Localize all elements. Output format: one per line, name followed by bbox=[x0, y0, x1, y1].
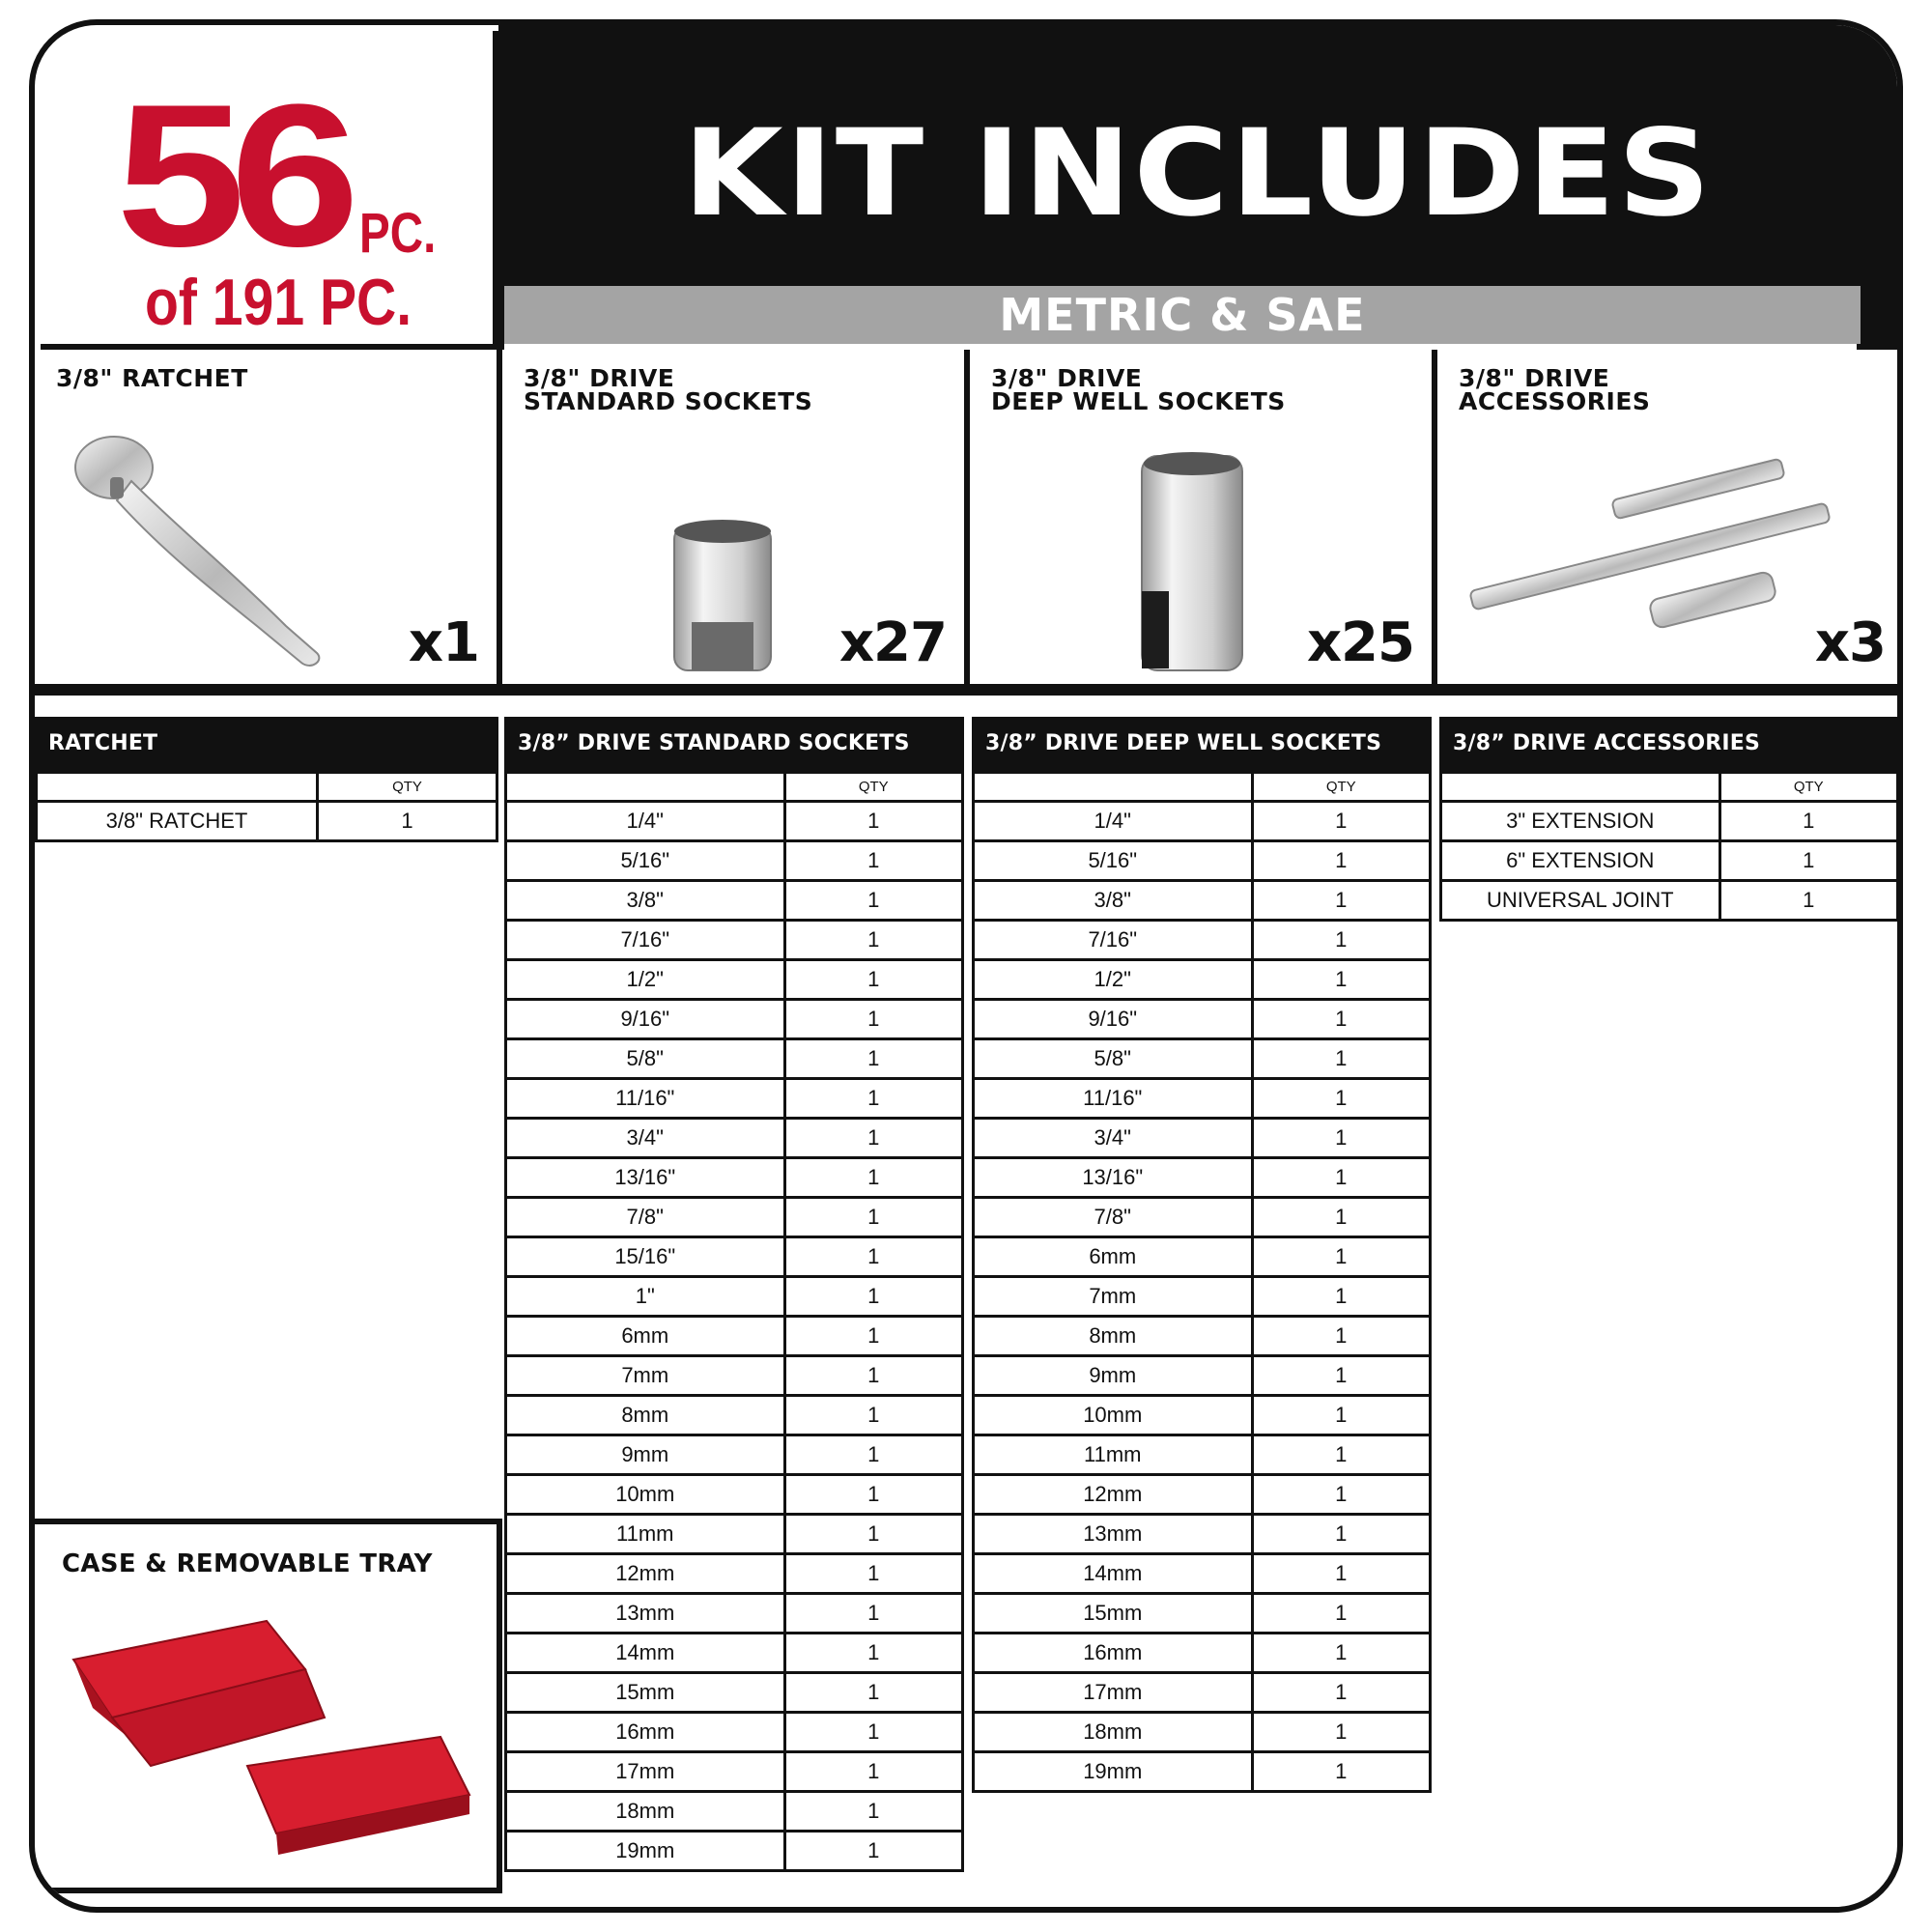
qty-header: QTY bbox=[317, 773, 497, 802]
qty-cell: 1 bbox=[784, 802, 962, 841]
table-row bbox=[974, 1000, 1431, 1039]
qty-cell: 1 bbox=[1252, 1594, 1430, 1634]
qty-cell: 1 bbox=[1719, 881, 1897, 921]
table-row bbox=[974, 1119, 1431, 1158]
qty-cell: 1 bbox=[1252, 1475, 1430, 1515]
size-cell: 5/8" bbox=[974, 1039, 1253, 1079]
size-cell: 18mm bbox=[974, 1713, 1253, 1752]
size-cell: 3/8" bbox=[974, 881, 1253, 921]
table-title: RATCHET bbox=[35, 717, 498, 771]
qty-cell: 1 bbox=[784, 1039, 962, 1079]
size-cell: 11mm bbox=[974, 1435, 1253, 1475]
table-row bbox=[974, 1713, 1431, 1752]
qty-cell: 1 bbox=[784, 1000, 962, 1039]
table-row bbox=[974, 1039, 1431, 1079]
panel-qty: x1 bbox=[408, 611, 479, 674]
size-cell: 10mm bbox=[506, 1475, 785, 1515]
size-cell: 7/16" bbox=[506, 921, 785, 960]
table-row bbox=[506, 1158, 963, 1198]
table-title: 3/8” DRIVE DEEP WELL SOCKETS bbox=[972, 717, 1432, 771]
panel-qty: x27 bbox=[838, 611, 947, 674]
qty-cell: 1 bbox=[1252, 1198, 1430, 1237]
size-cell: 14mm bbox=[506, 1634, 785, 1673]
table-row bbox=[974, 1594, 1431, 1634]
table-row bbox=[506, 1713, 963, 1752]
table-row bbox=[974, 1079, 1431, 1119]
table-row bbox=[506, 1277, 963, 1317]
panel-qty: x25 bbox=[1306, 611, 1414, 674]
size-cell: 12mm bbox=[506, 1554, 785, 1594]
page-title: KIT INCLUDES bbox=[682, 104, 1714, 243]
size-cell: 15mm bbox=[974, 1594, 1253, 1634]
table-row bbox=[974, 1317, 1431, 1356]
piece-count-box bbox=[41, 31, 498, 350]
qty-cell: 1 bbox=[784, 1554, 962, 1594]
size-cell: 7/8" bbox=[974, 1198, 1253, 1237]
qty-cell: 1 bbox=[1252, 1158, 1430, 1198]
qty-cell: 1 bbox=[784, 1079, 962, 1119]
table-row bbox=[506, 1198, 963, 1237]
panel-title: 3/8" DRIVE DEEP WELL SOCKETS bbox=[991, 364, 1286, 415]
qty-header: QTY bbox=[1719, 773, 1897, 802]
table-row bbox=[974, 921, 1431, 960]
qty-cell: 1 bbox=[1252, 802, 1430, 841]
table-row bbox=[974, 1237, 1431, 1277]
size-cell: 9mm bbox=[974, 1356, 1253, 1396]
qty-cell: 1 bbox=[784, 960, 962, 1000]
header-banner bbox=[498, 25, 1897, 274]
table-row bbox=[974, 1158, 1431, 1198]
size-cell: 11/16" bbox=[506, 1079, 785, 1119]
table-row bbox=[974, 1356, 1431, 1396]
qty-cell: 1 bbox=[1252, 1317, 1430, 1356]
qty-cell: 1 bbox=[784, 1752, 962, 1792]
size-cell: 1/4" bbox=[506, 802, 785, 841]
qty-cell: 1 bbox=[1252, 1237, 1430, 1277]
qty-cell: 1 bbox=[1252, 1752, 1430, 1792]
table-row bbox=[506, 1079, 963, 1119]
ratchet-icon bbox=[64, 423, 354, 674]
piece-count-unit: PC. bbox=[359, 202, 437, 265]
size-cell: 19mm bbox=[506, 1832, 785, 1871]
accessories-icon bbox=[1466, 450, 1853, 643]
table-row bbox=[506, 1634, 963, 1673]
table-row bbox=[506, 1000, 963, 1039]
size-cell: 1" bbox=[506, 1277, 785, 1317]
table-row bbox=[1441, 802, 1898, 841]
table-row bbox=[974, 1515, 1431, 1554]
qty-cell: 1 bbox=[1252, 1356, 1430, 1396]
table-row bbox=[506, 881, 963, 921]
qty-cell: 1 bbox=[784, 921, 962, 960]
table-deep-well-sockets bbox=[972, 717, 1432, 1793]
table-row bbox=[506, 1039, 963, 1079]
case-tray-icon bbox=[54, 1602, 479, 1882]
case-title: CASE & REMOVABLE TRAY bbox=[62, 1549, 433, 1578]
qty-cell: 1 bbox=[784, 1792, 962, 1832]
qty-cell: 1 bbox=[784, 1317, 962, 1356]
size-cell: 17mm bbox=[506, 1752, 785, 1792]
qty-header: QTY bbox=[784, 773, 962, 802]
qty-cell: 1 bbox=[784, 1119, 962, 1158]
qty-cell: 1 bbox=[1252, 1396, 1430, 1435]
size-cell: 13/16" bbox=[974, 1158, 1253, 1198]
table-row bbox=[506, 1356, 963, 1396]
qty-cell: 1 bbox=[784, 1515, 962, 1554]
table-accessories bbox=[1439, 717, 1899, 922]
table-row bbox=[506, 1594, 963, 1634]
panel-standard-sockets bbox=[502, 350, 970, 690]
size-cell: 11mm bbox=[506, 1515, 785, 1554]
table-row bbox=[506, 1554, 963, 1594]
panel-accessories bbox=[1437, 350, 1903, 690]
size-cell: 9mm bbox=[506, 1435, 785, 1475]
size-cell: 19mm bbox=[974, 1752, 1253, 1792]
qty-cell: 1 bbox=[1252, 1000, 1430, 1039]
size-cell: 6mm bbox=[974, 1237, 1253, 1277]
qty-cell: 1 bbox=[784, 1435, 962, 1475]
qty-cell: 1 bbox=[784, 1356, 962, 1396]
size-cell: 7mm bbox=[974, 1277, 1253, 1317]
table-row bbox=[974, 1554, 1431, 1594]
qty-cell: 1 bbox=[1252, 1713, 1430, 1752]
size-cell: 7mm bbox=[506, 1356, 785, 1396]
table-row bbox=[974, 1634, 1431, 1673]
size-cell: 7/8" bbox=[506, 1198, 785, 1237]
table-row: 3/8" RATCHET 1 bbox=[37, 802, 497, 841]
divider bbox=[35, 690, 1903, 699]
table-row bbox=[506, 1752, 963, 1792]
product-panels bbox=[35, 350, 1903, 690]
qty-cell: 1 bbox=[784, 1198, 962, 1237]
qty-cell: 1 bbox=[1252, 1079, 1430, 1119]
qty-cell: 1 bbox=[784, 1158, 962, 1198]
table-row bbox=[974, 1673, 1431, 1713]
table-standard-sockets bbox=[504, 717, 964, 1872]
qty-cell: 1 bbox=[1252, 1435, 1430, 1475]
qty-cell: 1 bbox=[784, 881, 962, 921]
table-row bbox=[974, 1198, 1431, 1237]
size-cell: 6" EXTENSION bbox=[1441, 841, 1720, 881]
size-cell: 5/16" bbox=[974, 841, 1253, 881]
table-row bbox=[974, 841, 1431, 881]
deep-socket-icon bbox=[1134, 446, 1250, 678]
table-row bbox=[974, 881, 1431, 921]
panel-title: 3/8" RATCHET bbox=[56, 364, 248, 392]
size-cell: 9/16" bbox=[506, 1000, 785, 1039]
size-cell: 6mm bbox=[506, 1317, 785, 1356]
size-cell: 1/2" bbox=[506, 960, 785, 1000]
size-cell: 15/16" bbox=[506, 1237, 785, 1277]
qty-cell: 1 bbox=[1252, 841, 1430, 881]
table-row bbox=[506, 1475, 963, 1515]
size-cell: 5/8" bbox=[506, 1039, 785, 1079]
table-row bbox=[974, 1752, 1431, 1792]
size-cell: 16mm bbox=[506, 1713, 785, 1752]
size-cell: UNIVERSAL JOINT bbox=[1441, 881, 1720, 921]
table-row bbox=[974, 802, 1431, 841]
size-cell: 3/4" bbox=[974, 1119, 1253, 1158]
table-row bbox=[506, 802, 963, 841]
kit-card bbox=[29, 19, 1903, 1913]
case-panel bbox=[35, 1519, 502, 1893]
qty-cell: 1 bbox=[784, 1396, 962, 1435]
standard-socket-icon bbox=[665, 516, 781, 680]
page-subtitle: METRIC & SAE bbox=[504, 286, 1861, 344]
table-row bbox=[506, 1237, 963, 1277]
panel-qty: x3 bbox=[1814, 611, 1886, 674]
qty-cell: 1 bbox=[784, 1277, 962, 1317]
qty-cell: 1 bbox=[1252, 1515, 1430, 1554]
panel-deep-well-sockets bbox=[970, 350, 1437, 690]
size-cell: 1/2" bbox=[974, 960, 1253, 1000]
size-cell: 3" EXTENSION bbox=[1441, 802, 1720, 841]
table-row bbox=[506, 921, 963, 960]
size-cell: 7/16" bbox=[974, 921, 1253, 960]
table-row bbox=[506, 1792, 963, 1832]
size-cell: 18mm bbox=[506, 1792, 785, 1832]
table-row bbox=[506, 1119, 963, 1158]
qty-cell: 1 bbox=[1252, 1277, 1430, 1317]
panel-ratchet bbox=[35, 350, 502, 690]
size-cell: 12mm bbox=[974, 1475, 1253, 1515]
size-cell: 3/8" bbox=[506, 881, 785, 921]
qty-cell: 1 bbox=[784, 1832, 962, 1871]
qty-cell: 1 bbox=[784, 1475, 962, 1515]
qty-cell: 1 bbox=[1252, 1634, 1430, 1673]
size-cell: 16mm bbox=[974, 1634, 1253, 1673]
size-cell: 13mm bbox=[974, 1515, 1253, 1554]
table-row bbox=[974, 960, 1431, 1000]
size-cell: 13mm bbox=[506, 1594, 785, 1634]
table-row bbox=[506, 1515, 963, 1554]
qty-cell: 1 bbox=[1719, 841, 1897, 881]
piece-count-number: 56 bbox=[116, 62, 345, 289]
table-row bbox=[974, 1475, 1431, 1515]
qty-cell: 1 bbox=[1252, 1119, 1430, 1158]
table-row bbox=[506, 960, 963, 1000]
table-ratchet bbox=[35, 717, 498, 842]
table-row bbox=[506, 841, 963, 881]
panel-title: 3/8" DRIVE ACCESSORIES bbox=[1459, 364, 1651, 415]
size-cell: 11/16" bbox=[974, 1079, 1253, 1119]
qty-cell: 1 bbox=[784, 1237, 962, 1277]
size-cell: 17mm bbox=[974, 1673, 1253, 1713]
table-title: 3/8” DRIVE ACCESSORIES bbox=[1439, 717, 1899, 771]
size-cell: 13/16" bbox=[506, 1158, 785, 1198]
table-title: 3/8” DRIVE STANDARD SOCKETS bbox=[504, 717, 964, 771]
qty-cell: 1 bbox=[784, 1594, 962, 1634]
table-row bbox=[974, 1435, 1431, 1475]
size-cell: 3/4" bbox=[506, 1119, 785, 1158]
table-row bbox=[506, 1673, 963, 1713]
qty-cell: 1 bbox=[784, 1713, 962, 1752]
panel-title: 3/8" DRIVE STANDARD SOCKETS bbox=[524, 364, 813, 415]
qty-cell: 1 bbox=[784, 841, 962, 881]
table-row bbox=[1441, 841, 1898, 881]
size-cell: 5/16" bbox=[506, 841, 785, 881]
qty-cell: 1 bbox=[784, 1673, 962, 1713]
table-row bbox=[506, 1317, 963, 1356]
piece-count-total: of 191 PC. bbox=[145, 266, 412, 339]
qty-header: QTY bbox=[1252, 773, 1430, 802]
table-row bbox=[506, 1832, 963, 1871]
qty-cell: 1 bbox=[1719, 802, 1897, 841]
table-row bbox=[974, 1277, 1431, 1317]
table-row bbox=[506, 1435, 963, 1475]
qty-cell: 1 bbox=[1252, 1554, 1430, 1594]
size-cell: 8mm bbox=[506, 1396, 785, 1435]
size-cell: 14mm bbox=[974, 1554, 1253, 1594]
qty-cell: 1 bbox=[1252, 881, 1430, 921]
qty-cell: 1 bbox=[1252, 921, 1430, 960]
qty-cell: 1 bbox=[1252, 1673, 1430, 1713]
size-cell: 15mm bbox=[506, 1673, 785, 1713]
qty-cell: 1 bbox=[1252, 1039, 1430, 1079]
size-cell: 9/16" bbox=[974, 1000, 1253, 1039]
size-cell: 10mm bbox=[974, 1396, 1253, 1435]
table-row bbox=[1441, 881, 1898, 921]
table-row bbox=[974, 1396, 1431, 1435]
size-cell: 1/4" bbox=[974, 802, 1253, 841]
qty-cell: 1 bbox=[1252, 960, 1430, 1000]
size-cell: 8mm bbox=[974, 1317, 1253, 1356]
table-row bbox=[506, 1396, 963, 1435]
qty-cell: 1 bbox=[784, 1634, 962, 1673]
